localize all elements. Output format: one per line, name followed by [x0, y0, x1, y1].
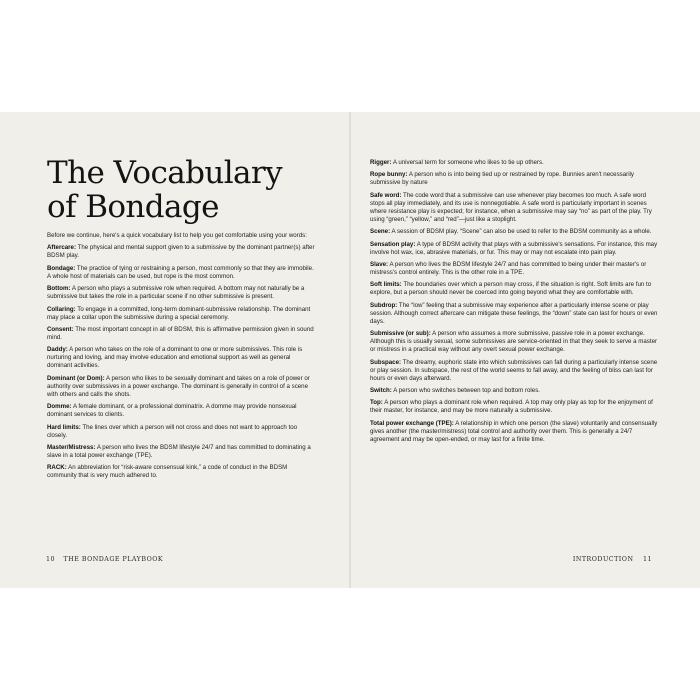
glossary-term: RACK: [47, 464, 67, 472]
glossary-term: Master/Mistress: [47, 443, 96, 451]
glossary-definition: A person who takes on the role of a dominant to one or more submissives. This role is nurturing and loving, and may involve education and emotional support as well as general dominant activities. [47, 346, 303, 370]
glossary-term: Subspace: [370, 358, 402, 366]
glossary-entry [370, 192, 660, 224]
glossary-definition: A person who lives the BDSM lifestyle 24/7 and has committed to being under their master's or mistress's control entirely. This is the other role in a TPE. [370, 260, 647, 276]
glossary-entry [47, 444, 317, 460]
glossary-definition: The physical and mental support given to a submissive by the dominant partner(s) after BDSM play. [47, 244, 315, 260]
glossary-term: Consent: [47, 325, 74, 333]
title-line-1: The Vocabulary [47, 155, 283, 191]
book-spread [0, 112, 700, 588]
glossary-term: Top: [370, 399, 383, 407]
glossary-entry [370, 387, 660, 395]
glossary-definition: A person who plays a dominant role when required. A top may only play as top for the enjoyment of their master, for instance, and may be more naturally a submissive. [370, 399, 653, 415]
right-folio [573, 556, 652, 563]
glossary-term: Daddy: [47, 346, 68, 354]
glossary-term: Sensation play: [370, 240, 416, 248]
glossary-entry [370, 261, 660, 277]
glossary-term: Bottom: [47, 285, 71, 293]
glossary-entry [47, 326, 317, 342]
glossary-entry [47, 464, 317, 480]
right-page [351, 112, 700, 588]
glossary-definition: The code word that a submissive can use whenever play becomes too much. A safe word stops all play immediately, and its use is nonnegotiable. A safe word is particularly important in scenes where resistance play is expected; for instance, when a submissive may say “no” as part of the play. Try using “green,” “yellow,” and “red”—just like a stoplight. [370, 191, 652, 223]
left-glossary-list [47, 244, 317, 480]
glossary-term: Rope bunny: [370, 171, 408, 179]
glossary-entry [370, 281, 660, 297]
glossary-term: Subdrop: [370, 301, 398, 309]
glossary-definition: A session of BDSM play. “Scene” can also be used to refer to the BDSM community as a whole. [390, 228, 652, 236]
title-line-2: of Bondage [47, 189, 219, 225]
glossary-definition: A type of BDSM activity that plays with a submissive's sensations. For instance, this may involve hot wax, ice, abrasive materials, or fur. This may or may not escalate into pain play. [370, 240, 658, 256]
glossary-entry [370, 399, 660, 415]
glossary-definition: The practice of tying or restraining a person, most commonly so that they are immobile. A whole host of materials can be used, but rope is the most common. [47, 264, 314, 280]
glossary-definition: A female dominant, or a professional dominatrix. A domme may provide nonsexual dominant services to clients. [47, 403, 297, 419]
glossary-definition: A person who assumes a more submissive, passive role in a power exchange. Although this is usually sexual, some submissives are service-oriented in that they seek to serve a master or mistress in a practical way without any overt sexual power exchange. [370, 330, 658, 354]
glossary-definition: The boundaries over which a person may cross, if the situation is right. Soft limits are fun to explore, but a person should never be coerced into going beyond what they are comfortable with. [370, 281, 652, 297]
glossary-term: Safe word: [370, 191, 402, 199]
glossary-entry [47, 346, 317, 370]
glossary-term: Dominant (or Dom): [47, 374, 105, 382]
intro-paragraph: Before we continue, here's a quick vocabulary list to help you get comfortable using your words: [47, 232, 307, 239]
glossary-entry [370, 159, 660, 167]
glossary-entry [370, 330, 660, 354]
glossary-definition: A person who is into being tied up or restrained by rope. Bunnies aren't necessarily submissive by nature [370, 171, 634, 187]
glossary-entry [47, 424, 317, 440]
glossary-definition: A person who switches between top and bottom roles. [391, 387, 540, 395]
glossary-entry [47, 306, 317, 322]
glossary-term: Scene: [370, 228, 391, 236]
glossary-entry [370, 228, 660, 236]
glossary-entry [370, 420, 660, 444]
page-number-right: 11 [642, 556, 652, 563]
glossary-entry [47, 375, 317, 399]
glossary-entry [370, 241, 660, 257]
glossary-entry [47, 265, 317, 281]
glossary-definition: A person who likes to be sexually dominant and takes on a role of power or authority over submissives in a power exchange. The dominant is generally in control of a scene with others and calls the shots. [47, 374, 310, 398]
glossary-definition: A person who lives the BDSM lifestyle 24/7 and has committed to dominating a slave in a total power exchange (TPE). [47, 443, 311, 459]
left-column [47, 232, 317, 485]
right-column [370, 159, 660, 448]
glossary-term: Rigger: [370, 159, 392, 166]
glossary-term: Domme: [47, 403, 72, 411]
glossary-entry [370, 359, 660, 383]
glossary-term: Switch: [370, 387, 392, 395]
glossary-term: Soft limits: [370, 281, 402, 289]
glossary-term: Aftercare: [47, 244, 77, 252]
glossary-term: Total power exchange (TPE): [370, 419, 454, 427]
page-number-left: 10 [46, 556, 56, 563]
glossary-term: Slave: [370, 260, 389, 268]
glossary-term: Collaring: [47, 305, 76, 313]
glossary-term: Hard limits: [47, 423, 81, 431]
left-folio [46, 556, 163, 563]
glossary-definition: To engage in a committed, long-term dominant-submissive relationship. The dominant may place a collar upon the submissive during a special ceremony. [47, 305, 311, 321]
glossary-entry [47, 244, 317, 260]
glossary-term: Submissive (or sub): [370, 330, 431, 338]
page-title [47, 156, 337, 224]
right-glossary-list [370, 159, 660, 444]
glossary-entry [370, 171, 660, 187]
glossary-definition: The lines over which a person will not cross and does not want to approach too closely. [47, 423, 298, 439]
book-title-running-head: THE BONDAGE PLAYBOOK [63, 556, 164, 563]
glossary-definition: The most important concept in all of BDSM, this is affirmative permission given in sound mind. [47, 325, 314, 341]
glossary-entry [47, 403, 317, 419]
glossary-entry [370, 302, 660, 326]
glossary-definition: A relationship in which one person (the slave) voluntarily and consensually gives another (the master/mistress) total control and authority over them. This is generally a 24/7 agreement and may be open-ended, or may last for a finite time. [370, 419, 658, 443]
glossary-definition: A universal term for someone who likes to tie up others. [391, 159, 544, 166]
glossary-definition: A person who plays a submissive role when required. A bottom may not naturally be a submissive but takes the role in a particular scene if no other submissive is present. [47, 285, 305, 301]
glossary-definition: The dreamy, euphoric state into which submissives can fall during a particularly intense scene or play session. In subspace, the rest of the world seems to fall away, and the feeling of bliss can last for hours or even days afterward. [370, 358, 658, 382]
section-running-head: INTRODUCTION [572, 556, 634, 563]
glossary-definition: The “low” feeling that a submissive may experience after a particularly intense scene or play session. Although correct aftercare can mitigate these feelings, the “down” state can last for hours or even days. [370, 301, 658, 325]
glossary-entry [47, 285, 317, 301]
glossary-definition: An abbreviation for “risk-aware consensual kink,” a code of conduct in the BDSM community that is very much adhered to. [47, 464, 288, 480]
glossary-term: Bondage: [47, 264, 76, 272]
left-page [0, 112, 349, 588]
